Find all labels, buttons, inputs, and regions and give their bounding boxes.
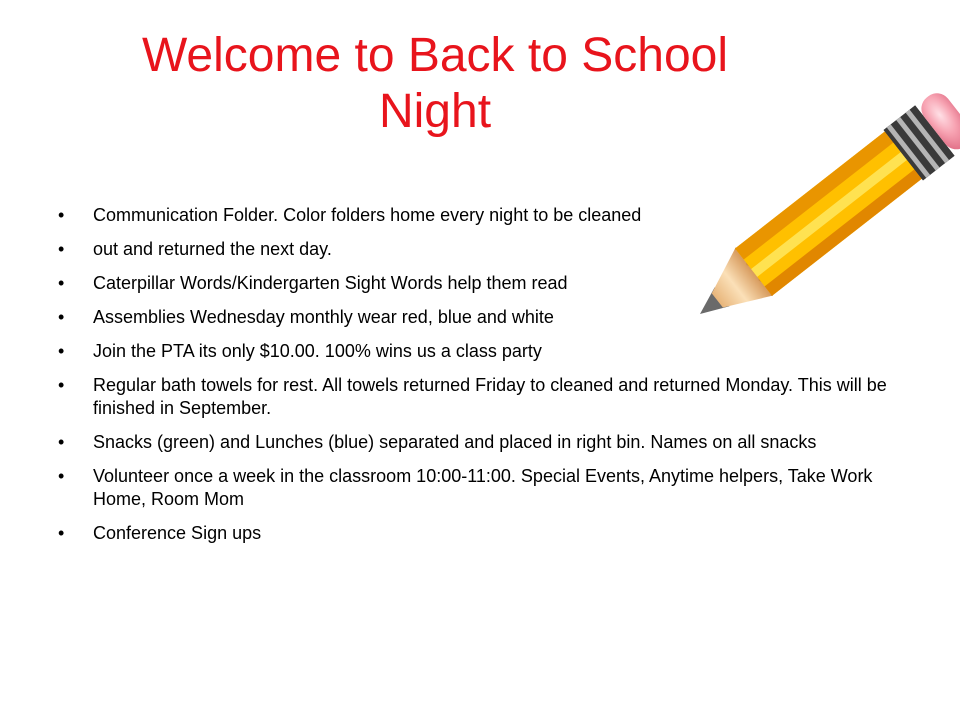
- list-item: [58, 340, 898, 363]
- bullet-text: Join the PTA its only $10.00. 100% wins us a class party: [93, 341, 542, 361]
- bullet-marker: •: [58, 205, 65, 225]
- bullet-marker: •: [58, 307, 65, 327]
- slide-title: Welcome to Back to School Night: [141, 29, 729, 138]
- bullet-text: out and returned the next day.: [93, 239, 332, 259]
- list-item: [58, 431, 898, 454]
- bullet-marker: •: [58, 273, 65, 293]
- bullet-marker: •: [58, 523, 65, 543]
- bullet-text: Caterpillar Words/Kindergarten Sight Words help them read: [93, 273, 568, 293]
- pencil-icon: [686, 84, 960, 330]
- bullet-text: Assemblies Wednesday monthly wear red, blue and white: [93, 307, 554, 327]
- bullet-marker: •: [58, 466, 65, 486]
- list-item: [58, 522, 898, 545]
- list-item: [58, 465, 898, 511]
- bullet-marker: •: [58, 375, 65, 395]
- bullet-text: Regular bath towels for rest. All towels returned Friday to cleaned and returned Monday. This will be finished in September.: [93, 375, 887, 418]
- bullet-text: Communication Folder. Color folders home every night to be cleaned: [93, 205, 642, 225]
- bullet-text: Volunteer once a week in the classroom 10:00-11:00. Special Events, Anytime helpers, Take Work Home, Room Mom: [93, 466, 873, 509]
- bullet-marker: •: [58, 239, 65, 259]
- bullet-marker: •: [58, 432, 65, 452]
- list-item: [58, 374, 898, 420]
- bullet-text: Conference Sign ups: [93, 523, 262, 543]
- bullet-text: Snacks (green) and Lunches (blue) separated and placed in right bin. Names on all snacks: [93, 432, 817, 452]
- bullet-marker: •: [58, 341, 65, 361]
